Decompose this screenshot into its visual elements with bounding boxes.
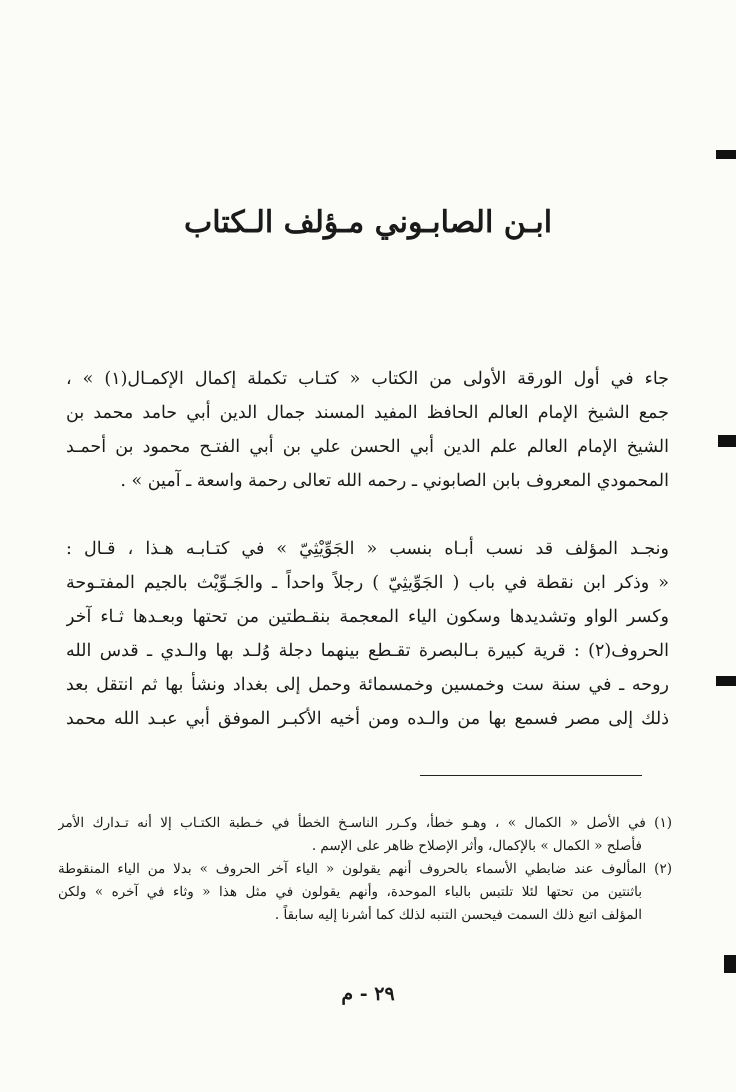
text-line: روحه ـ في سنة ست وخمسين وخمسمائة وحمل إلى بغداد ونشأ بها ثم انتقل بعد [66,675,669,695]
binding-mark [716,676,736,686]
text-line: جاء في أول الورقة الأولى من الكتاب « كتـاب تكملة إكمال الإكمـال(١) » ، [66,369,669,389]
paragraph-2 [66,532,669,736]
text-line: ونجـد المؤلف قد نسب أبـاه بنسب « الجَوِّيْثِيّ » في كتـابـه هـذا ، قـال : [66,539,669,559]
footnote-2 [58,858,672,927]
footnote-line: فأصلح « الكمال » بالإكمال، وأثر الإصلاح ظاهر على الإسم . [311,838,642,854]
binding-mark [718,435,736,447]
footnote-line: باثنتين من تحتها لئلا تلتبس بالباء الموحدة، وأنهم يقولون في مثل هذا « وثاء في آخره » ولكن [58,884,642,900]
paragraph-1 [66,362,669,498]
footnote-line: المؤلف اتبع ذلك السمت فيحسن التنبه لذلك كما أشرنا إليه سابقاً . [274,907,642,923]
text-line: جمع الشيخ الإمام العالم الحافظ المفيد المسند جمال الدين أبي حامد محمد بن [66,403,669,423]
footnote-line: (٢) المألوف عند ضابطي الأسماء بالحروف أنهم يقولون « الياء آخر الحروف » بدلا من الياء المنقوطة [58,861,672,877]
binding-mark [724,955,736,973]
text-line: ذلك إلى مصر فسمع بها من والـده ومن أخيه الأكبـر الموفق أبي عبـد الله محمد [66,709,669,729]
text-line: المحمودي المعروف بابن الصابوني ـ رحمه الله تعالى رحمة واسعة ـ آمين » . [120,471,669,491]
footnotes [58,812,672,927]
text-line: « وذكر ابن نقطة في باب ( الجَوِّيثِيّ ) رجلاً واحداً ـ والجَـوِّيْث بالجيم المفتـوحة [66,573,669,593]
text-line: الشيخ الإمام العالم علم الدين أبي الحسن علي بن أبي الفتـح محمود بن أحمـد [66,437,669,457]
binding-mark [716,150,736,159]
page-number: ٢٩ - م [341,983,395,1005]
footnote-line: (١) في الأصل « الكمال » ، وهـو خطأ، وكـرر الناسـخ الخطأ في خـطبة الكتـاب إلا أنه تـدارك الأمر [58,815,672,831]
chapter-title: ابـن الصابـوني مـؤلف الـكتاب [183,205,553,240]
footnote-separator [420,775,642,776]
text-line: وكسر الواو وتشديدها وسكون الياء المعجمة بنقـطتين من تحتها وبعـدها ثـاء آخر [66,607,669,627]
text-line: الحروف(٢) : قرية كبيرة بـالبصرة تقـطع بينهما دجلة وُلـد بها والـدي ـ قدس الله [66,641,669,661]
footnote-1 [58,812,672,858]
